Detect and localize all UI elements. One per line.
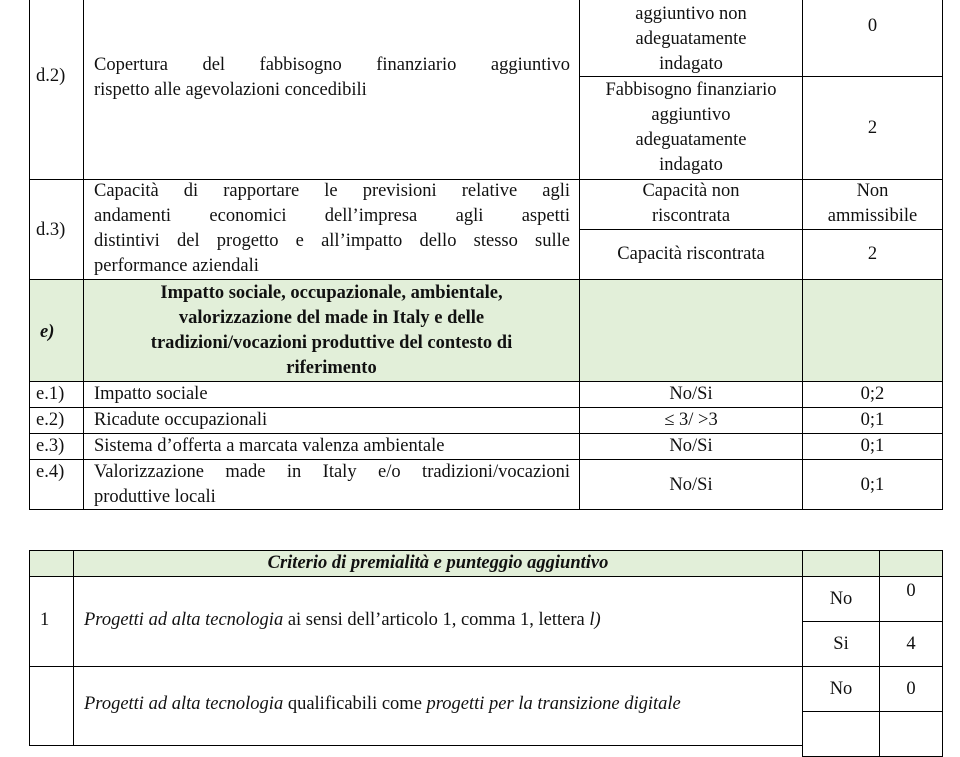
row-id: e.4) [36, 462, 65, 482]
row-score: 0;2 [860, 384, 885, 404]
section-e-opt-cell [579, 279, 803, 382]
bonus-score-no: 0 [906, 581, 916, 601]
bonus-table-header: Criterio di premialità e punteggio aggiuntivo [267, 553, 609, 573]
score-d3-1 [802, 179, 943, 229]
option-line: aggiuntivo non [635, 4, 747, 24]
row-id: e.3) [36, 436, 65, 456]
option-d3-1 [579, 179, 803, 229]
row-score: 0;1 [860, 410, 885, 430]
row-desc: Ricadute occupazionali [94, 410, 268, 430]
row-option: No/Si [669, 436, 713, 456]
bonus-option-si: Si [833, 634, 849, 654]
row-option: ≤ 3/ >3 [664, 410, 718, 430]
table-cell [29, 666, 74, 746]
option-line: Capacità non [642, 181, 740, 201]
score-line: Non [856, 181, 889, 201]
section-e-score-cell [802, 279, 943, 382]
row-desc-d3-line4: performance aziendali [94, 256, 259, 276]
row-desc-d3-line1: Capacità di rapportare le previsioni relative agli [94, 181, 570, 201]
option-line: adeguatamente [635, 29, 747, 49]
option-line: adeguatamente [635, 130, 747, 150]
desc-italic: l) [589, 610, 601, 630]
row-id: e.1) [36, 384, 65, 404]
option-d2-2 [579, 78, 803, 178]
bonus-header-score-cell [879, 550, 943, 577]
row-score: 0;1 [860, 475, 885, 495]
section-e-title [83, 281, 580, 381]
title-line: riferimento [286, 358, 377, 378]
row-desc: Impatto sociale [94, 384, 208, 404]
table-cell [879, 711, 943, 757]
section-e-id-cell [29, 279, 84, 382]
title-line: valorizzazione del made in Italy e delle [178, 308, 485, 328]
bonus-score-si: 4 [906, 634, 916, 654]
bonus-row-desc [84, 608, 601, 633]
bonus-score-no: 0 [906, 679, 916, 699]
option-line: Fabbisogno finanziario [605, 80, 777, 100]
row-desc-line2: produttive locali [94, 487, 216, 507]
row-id-d3: d.3) [36, 220, 66, 240]
row-desc-line1: Valorizzazione made in Italy e/o tradizioni/vocazioni [94, 462, 570, 482]
option-line: indagato [659, 155, 723, 175]
score-line: ammissibile [827, 206, 918, 226]
row-option: No/Si [669, 475, 713, 495]
desc-text: ai sensi dell’articolo 1, comma 1, lettera [283, 610, 590, 630]
bonus-row-desc [84, 692, 681, 717]
row-id: e.2) [36, 410, 65, 430]
row-score: 0;1 [860, 436, 885, 456]
desc-italic: progetti per la transizione digitale [426, 694, 681, 714]
score-d3-2: 2 [867, 244, 878, 264]
row-id-e: e) [40, 322, 55, 342]
bonus-header-opt-cell [802, 550, 880, 577]
row-desc-d2-line1: Copertura del fabbisogno finanziario aggiuntivo [94, 55, 570, 75]
desc-italic: Progetti ad alta tecnologia [84, 610, 284, 630]
table-cell [29, 576, 74, 667]
desc-italic: Progetti ad alta tecnologia [84, 694, 284, 714]
option-line: aggiuntivo [651, 105, 731, 125]
option-d3-2: Capacità riscontrata [617, 244, 765, 264]
row-option: No/Si [669, 384, 713, 404]
row-id-d2: d.2) [36, 66, 66, 86]
bonus-header-num-cell [29, 550, 74, 577]
table-cell-d2-id [29, 0, 84, 180]
row-desc-d3-line2: andamenti economici dell’impresa agli aspetti [94, 206, 570, 226]
table-cell [802, 711, 880, 757]
option-line: indagato [659, 54, 723, 74]
row-desc-d3-line3: distintivi del progetto e all’impatto dello stesso sulle [94, 231, 570, 251]
score-d2-1: 0 [867, 16, 878, 36]
bonus-option-no: No [829, 679, 853, 699]
option-line: riscontrata [651, 206, 731, 226]
desc-text: qualificabili come [283, 694, 427, 714]
option-d2-1 [579, 2, 803, 77]
title-line: tradizioni/vocazioni produttive del contesto di [150, 333, 513, 353]
title-line: Impatto sociale, occupazionale, ambientale, [160, 283, 503, 303]
bonus-row-number: 1 [40, 610, 50, 630]
bonus-option-no: No [829, 589, 853, 609]
row-desc: Sistema d’offerta a marcata valenza ambientale [94, 436, 445, 456]
row-desc-d2-line2: rispetto alle agevolazioni concedibili [94, 80, 367, 100]
score-d2-2: 2 [867, 118, 878, 138]
